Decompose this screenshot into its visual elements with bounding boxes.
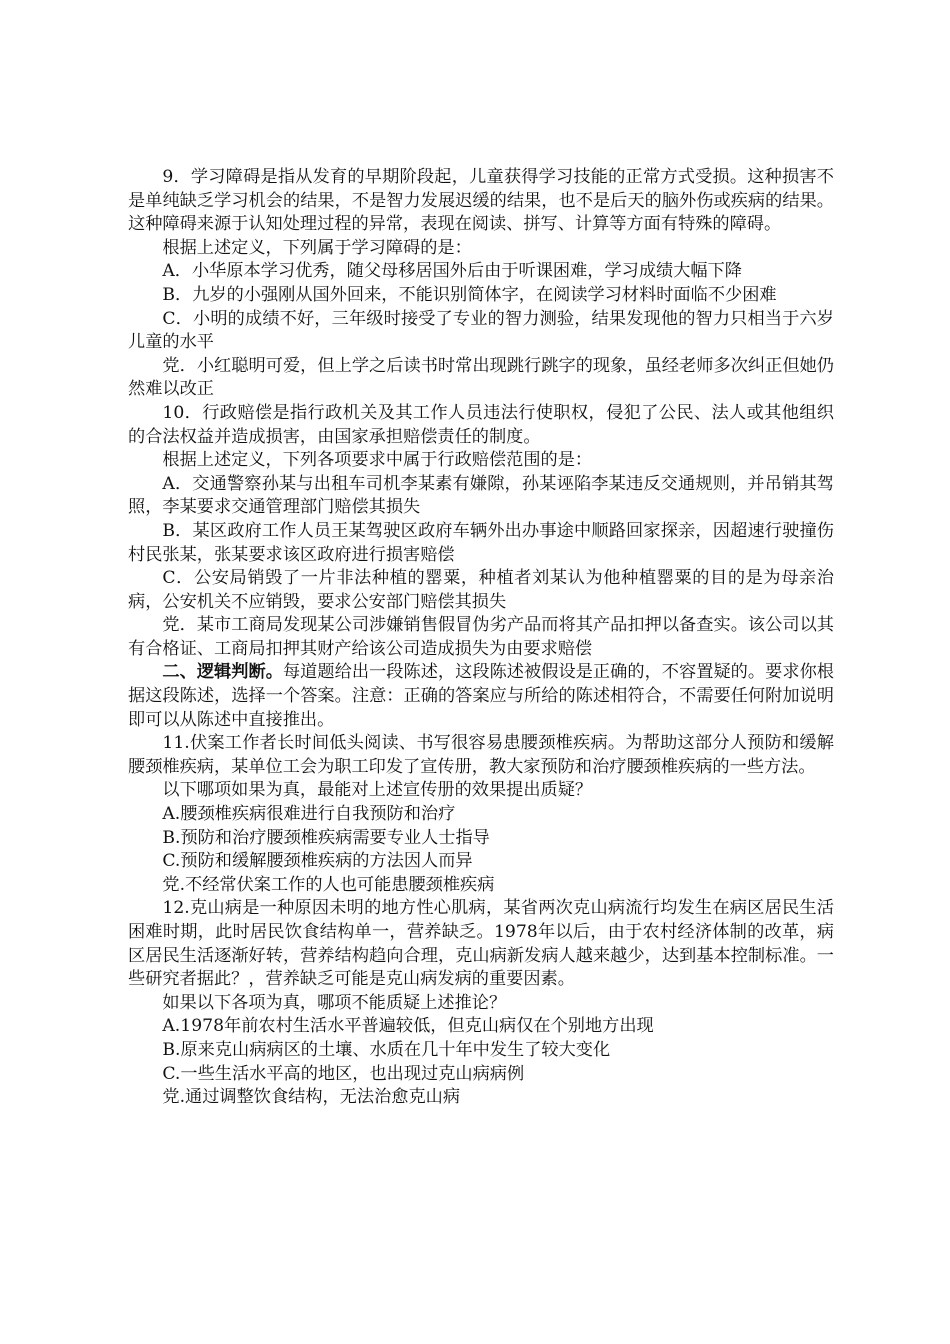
question-11-prompt: 以下哪项如果为真，最能对上述宣传册的效果提出质疑？ [162,780,593,801]
question-9-prompt: 根据上述定义，下列属于学习障碍的是： [162,237,472,258]
question-9-option-a: A．小华原本学习优秀，随父母移居国外后由于听课困难，学习成绩大幅下降 [162,261,742,282]
question-12-option-d: 党.通过调整饮食结构，无法治愈克山病 [162,1087,461,1108]
question-11-option-b: B.预防和治疗腰颈椎疾病需要专业人士指导 [162,827,490,848]
question-11-option-c: C.预防和缓解腰颈椎疾病的方法因人而异 [162,851,473,872]
section-2-instructions: 每道题给出一段陈述，这段陈述被假设是正确的，不容置疑的。要求你根据这段陈述，选择一个答案。注意：正确的答案应与所给的陈述相符合，不需要任何附加说明即可以从陈述中直接推出。 [128,662,834,730]
question-12-option-b: B.原来克山病病区的土壤、水质在几十年中发生了较大变化 [162,1039,611,1060]
question-9-option-c: C．小明的成绩不好，三年级时接受了专业的智力测验，结果发现他的智力只相当于六岁儿童的水平 [128,308,834,353]
question-9-stem: 9．学习障碍是指从发育的早期阶段起，儿童获得学习技能的正常方式受损。这种损害不是单纯缺乏学习机会的结果，不是智力发展迟缓的结果，也不是后天的脑外伤或疾病的结果。这种障碍来源于认知处理过程的异常，表现在阅读、拼写、计算等方面有特殊的障碍。 [128,167,834,235]
question-10-option-c: C．公安局销毁了一片非法种植的罂粟，种植者刘某认为他种植罂粟的目的是为母亲治病，公安机关不应销毁，要求公安部门赔偿其损失 [128,568,834,612]
question-10-option-d: 党．某市工商局发现某公司涉嫌销售假冒伪劣产品而将其产品扣押以备查实。该公司以其有合格证、工商局扣押其财产给该公司造成损失为由要求赔偿 [128,615,834,659]
question-10-stem: 10．行政赔偿是指行政机关及其工作人员违法行使职权，侵犯了公民、法人或其他组织的合法权益并造成损害，由国家承担赔偿责任的制度。 [128,402,834,447]
question-12-stem: 12.克山病是一种原因未明的地方性心肌病，某省两次克山病流行均发生在病区居民生活困难时期，此时居民饮食结构单一，营养缺乏。1978年以后，由于农村经济体制的改革，病区居民生活逐渐好转，营养结构趋向合理，克山病新发病人越来越少，达到基本控制标准。一些研究者据此？，营养缺乏可能是克山病发病的重要因素。 [128,898,834,990]
question-10-prompt: 根据上述定义，下列各项要求中属于行政赔偿范围的是： [162,450,593,471]
question-11-option-a: A.腰颈椎疾病很难进行自我预防和治疗 [162,804,456,825]
question-10-option-b: B．某区政府工作人员王某驾驶区政府车辆外出办事途中顺路回家探亲，因超速行驶撞伤村民张某，张某要求该区政府进行损害赔偿 [128,520,834,565]
question-9-option-b: B．九岁的小强刚从国外回来，不能识别简体字，在阅读学习材料时面临不少困难 [162,284,777,305]
question-11-option-d: 党.不经常伏案工作的人也可能患腰颈椎疾病 [162,874,495,895]
question-10-option-a: A．交通警察孙某与出租车司机李某素有嫌隙，孙某诬陷李某违反交通规则，并吊销其驾照，李某要求交通管理部门赔偿其损失 [128,473,834,518]
section-2-heading: 二、逻辑判断。 [162,662,283,683]
question-12-option-c: C.一些生活水平高的地区，也出现过克山病病例 [162,1063,525,1084]
question-11-stem: 11.伏案工作者长时间低头阅读、书写很容易患腰颈椎疾病。为帮助这部分人预防和缓解腰颈椎疾病，某单位工会为职工印发了宣传册，教大家预防和治疗腰颈椎疾病的一些方法。 [128,733,834,777]
question-12-option-a: A.1978年前农村生活水平普遍较低，但克山病仅在个别地方出现 [162,1016,654,1037]
question-12-prompt: 如果以下各项为真，哪项不能质疑上述推论？ [162,992,507,1013]
question-9-option-d: 党．小红聪明可爱，但上学之后读书时常出现跳行跳字的现象，虽经老师多次纠正但她仍然难以改正 [128,355,834,400]
document-page [128,166,834,1110]
section-2-intro [128,661,834,732]
